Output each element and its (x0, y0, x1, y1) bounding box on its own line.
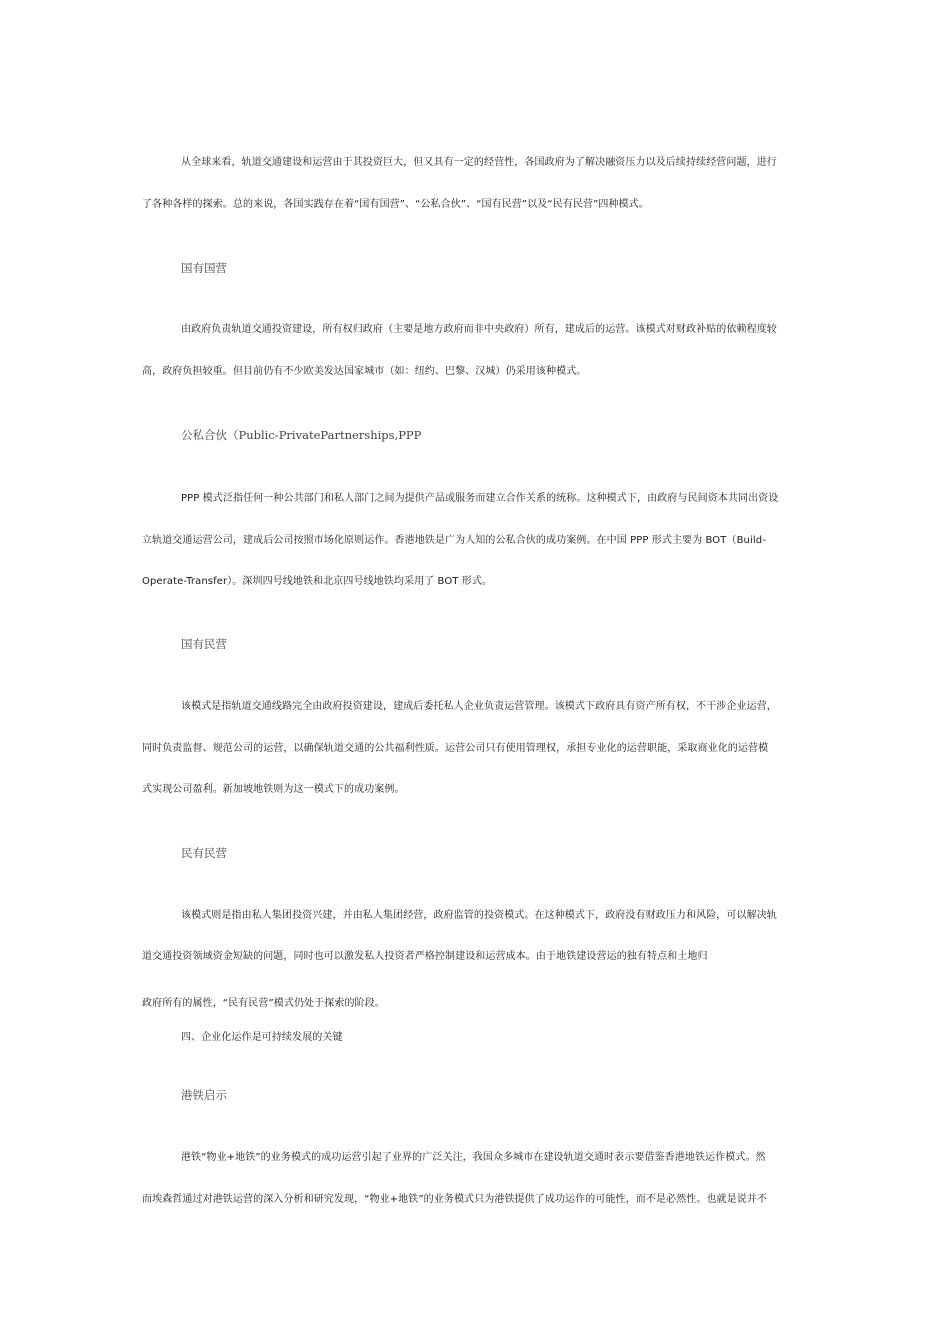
paragraph-line: PPP 模式泛指任何一种公共部门和私人部门之间为提供产品或服务而建立合作关系的统称。这种模式下，由政府与民间资本共同出资设 (181, 493, 779, 504)
paragraph-line: 同时负责监督、规范公司的运营，以确保轨道交通的公共福利性质。运营公司只有使用管理权，承担专业化的运营职能，采取商业化的运营模 (142, 743, 769, 754)
paragraph-line: 道交通投资领域资金短缺的问题，同时也可以激发私人投资者严格控制建设和运营成本。由于地铁建设营运的独有特点和土地归 (142, 951, 708, 962)
paragraph-line: 港铁“物业+地铁”的业务模式的成功运营引起了业界的广泛关注，我国众多城市在建设轨道交通时表示要借鉴香港地铁运作模式。然 (181, 1152, 766, 1163)
paragraph-line: 该模式则是指由私人集团投资兴建，并由私人集团经营，政府监管的投资模式。在这种模式下，政府没有财政压力和风险，可以解决轨 (181, 910, 777, 921)
paragraph-line: 从全球来看，轨道交通建设和运营由于其投资巨大，但又具有一定的经营性，各国政府为了解决融资压力以及后续持续经营问题，进行 (181, 157, 777, 168)
paragraph-line: 由政府负责轨道交通投资建设，所有权归政府（主要是地方政府而非中央政府）所有，建成后的运营。该模式对财政补贴的依赖程度较 (181, 324, 777, 335)
section-heading: 公私合伙（Public-PrivatePartnerships,PPP (181, 428, 422, 442)
paragraph-line: 该模式是指轨道交通线路完全由政府投资建设，建成后委托私人企业负责运营管理。该模式下政府具有资产所有权，不干涉企业运营， (181, 701, 777, 712)
paragraph-line: 高，政府负担较重。但目前仍有不少欧美发达国家城市（如：纽约、巴黎、汉城）仍采用该种模式。 (142, 366, 587, 377)
paragraph-line: 政府所有的属性，“民有民营”模式仍处于探索的阶段。 (142, 998, 385, 1009)
paragraph-line: Operate-Transfer）。深圳四号线地铁和北京四号线地铁均采用了 BOT 形式。 (142, 576, 493, 587)
section-heading: 国有国营 (181, 261, 227, 275)
paragraph-line: 而埃森哲通过对港铁运营的深入分析和研究发现，“物业+地铁”的业务模式只为港铁提供了成功运作的可能性，而不是必然性。也就是说并不 (142, 1194, 768, 1205)
section-title: 四、企业化运作是可持续发展的关键 (181, 1032, 343, 1043)
section-heading: 港铁启示 (181, 1088, 227, 1102)
paragraph-line: 立轨道交通运营公司，建成后公司按照市场化原则运作。香港地铁是广为人知的公私合伙的成功案例。在中国 PPP 形式主要为 BOT（Build- (142, 535, 766, 546)
paragraph-line: 了各种各样的探索。总的来说，各国实践存在着“国有国营”、“公私合伙”、“国有民营”以及“民有民营”四种模式。 (142, 199, 649, 210)
section-heading: 国有民营 (181, 637, 227, 651)
paragraph-line: 式实现公司盈利。新加坡地铁则为这一模式下的成功案例。 (142, 784, 405, 795)
section-heading: 民有民营 (181, 846, 227, 860)
